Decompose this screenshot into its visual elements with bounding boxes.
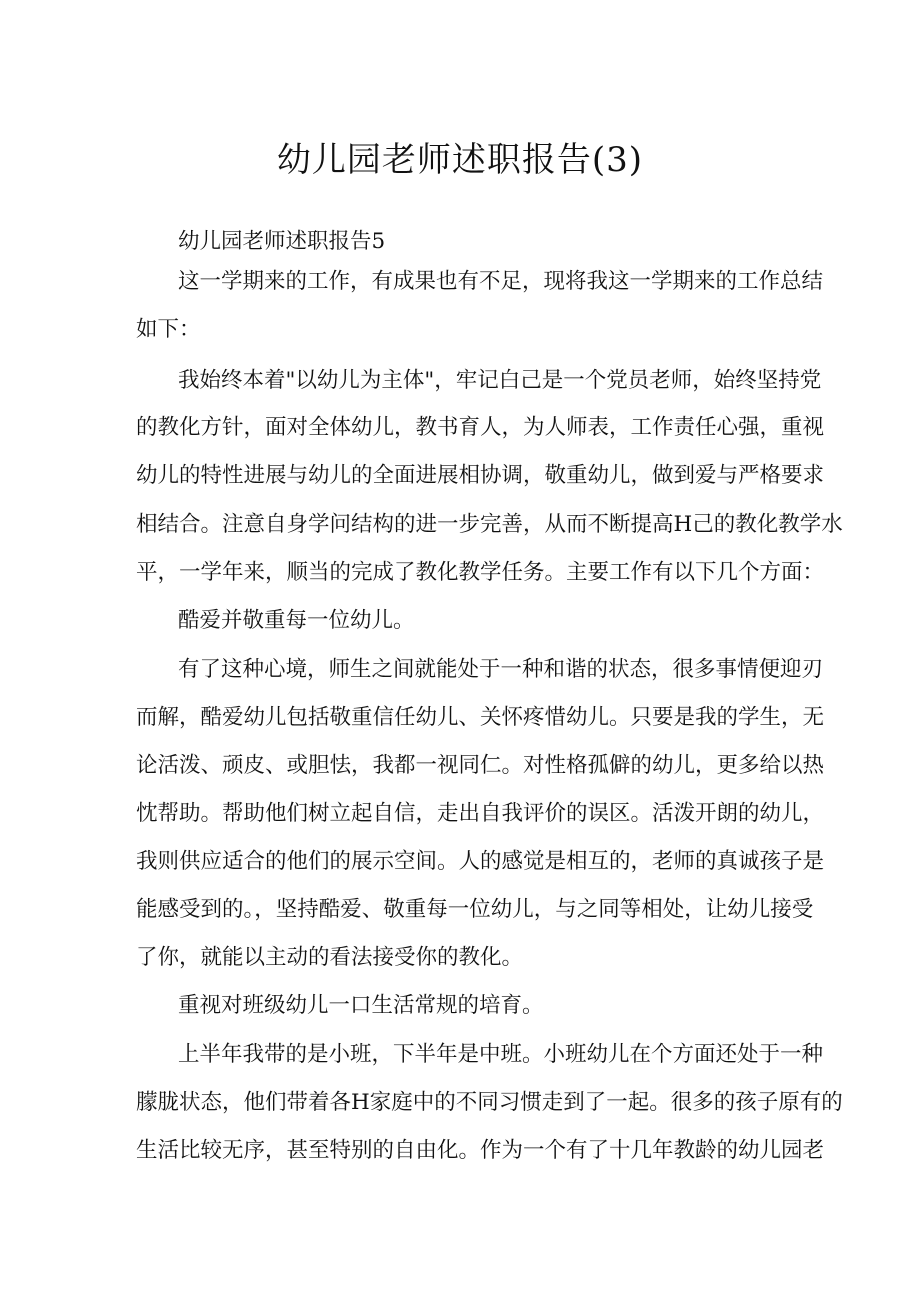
document-title: 幼儿园老师述职报告(3) bbox=[276, 140, 644, 180]
paragraph-line: 忱帮助。帮助他们树立起自信，走出自我评价的误区。活泼开朗的幼儿， bbox=[136, 801, 825, 826]
paragraph-line: 我则供应适合的他们的展示空间。人的感觉是相互的，老师的真诚孩子是 bbox=[136, 849, 825, 874]
paragraph-line: 有了这种心境，师生之间就能处于一种和谐的状态，很多事情便迎刃 bbox=[178, 657, 824, 682]
paragraph-line: 相结合。注意自身学问结构的进一步完善，从而不断提高H己的教化教学水 bbox=[136, 512, 843, 537]
paragraph-line: 平，一学年来，顺当的完成了教化教学任务。主要工作有以下几个方面： bbox=[136, 560, 825, 585]
paragraph-line: 如下： bbox=[136, 317, 201, 342]
paragraph-line: 的教化方针，面对全体幼儿，教书育人，为人师表，工作责任心强，重视 bbox=[136, 415, 825, 440]
subtitle-line: 幼儿园老师述职报告5 bbox=[178, 229, 386, 254]
section-heading: 酷爱并敬重每一位幼儿。 bbox=[178, 608, 415, 633]
paragraph-line: 我始终本着"以幼儿为主体"，牢记白己是一个党员老师，始终坚持党 bbox=[178, 368, 822, 393]
paragraph-line: 幼儿的特性进展与幼儿的全面进展相协调，敬重幼儿，做到爱与严格要求 bbox=[136, 463, 825, 488]
paragraph-line: 论活泼、顽皮、或胆怯，我都一视同仁。对性格孤僻的幼儿，更多给以热 bbox=[136, 753, 825, 778]
paragraph-line: 这一学期来的工作，有成果也有不足，现将我这一学期来的工作总结 bbox=[178, 269, 824, 294]
paragraph-line: 上半年我带的是小班，下半年是中班。小班幼儿在个方面还处于一种 bbox=[178, 1042, 824, 1067]
paragraph-line: 生活比较无序，甚至特别的自由化。作为一个有了十几年教龄的幼儿园老 bbox=[136, 1138, 825, 1163]
paragraph-line: 朦胧状态，他们带着各H家庭中的不同习惯走到了一起。很多的孩子原有的 bbox=[136, 1090, 843, 1115]
paragraph-line: 了你，就能以主动的看法接受你的教化。 bbox=[136, 945, 524, 970]
paragraph-line: 能感受到的。，坚持酷爱、敬重每一位幼儿，与之同等相处，让幼儿接受 bbox=[136, 897, 814, 922]
paragraph-line: 而解，酷爱幼儿包括敬重信任幼儿、关怀疼惜幼儿。只要是我的学生，无 bbox=[136, 705, 825, 730]
section-heading: 重视对班级幼儿一口生活常规的培育。 bbox=[178, 993, 544, 1018]
